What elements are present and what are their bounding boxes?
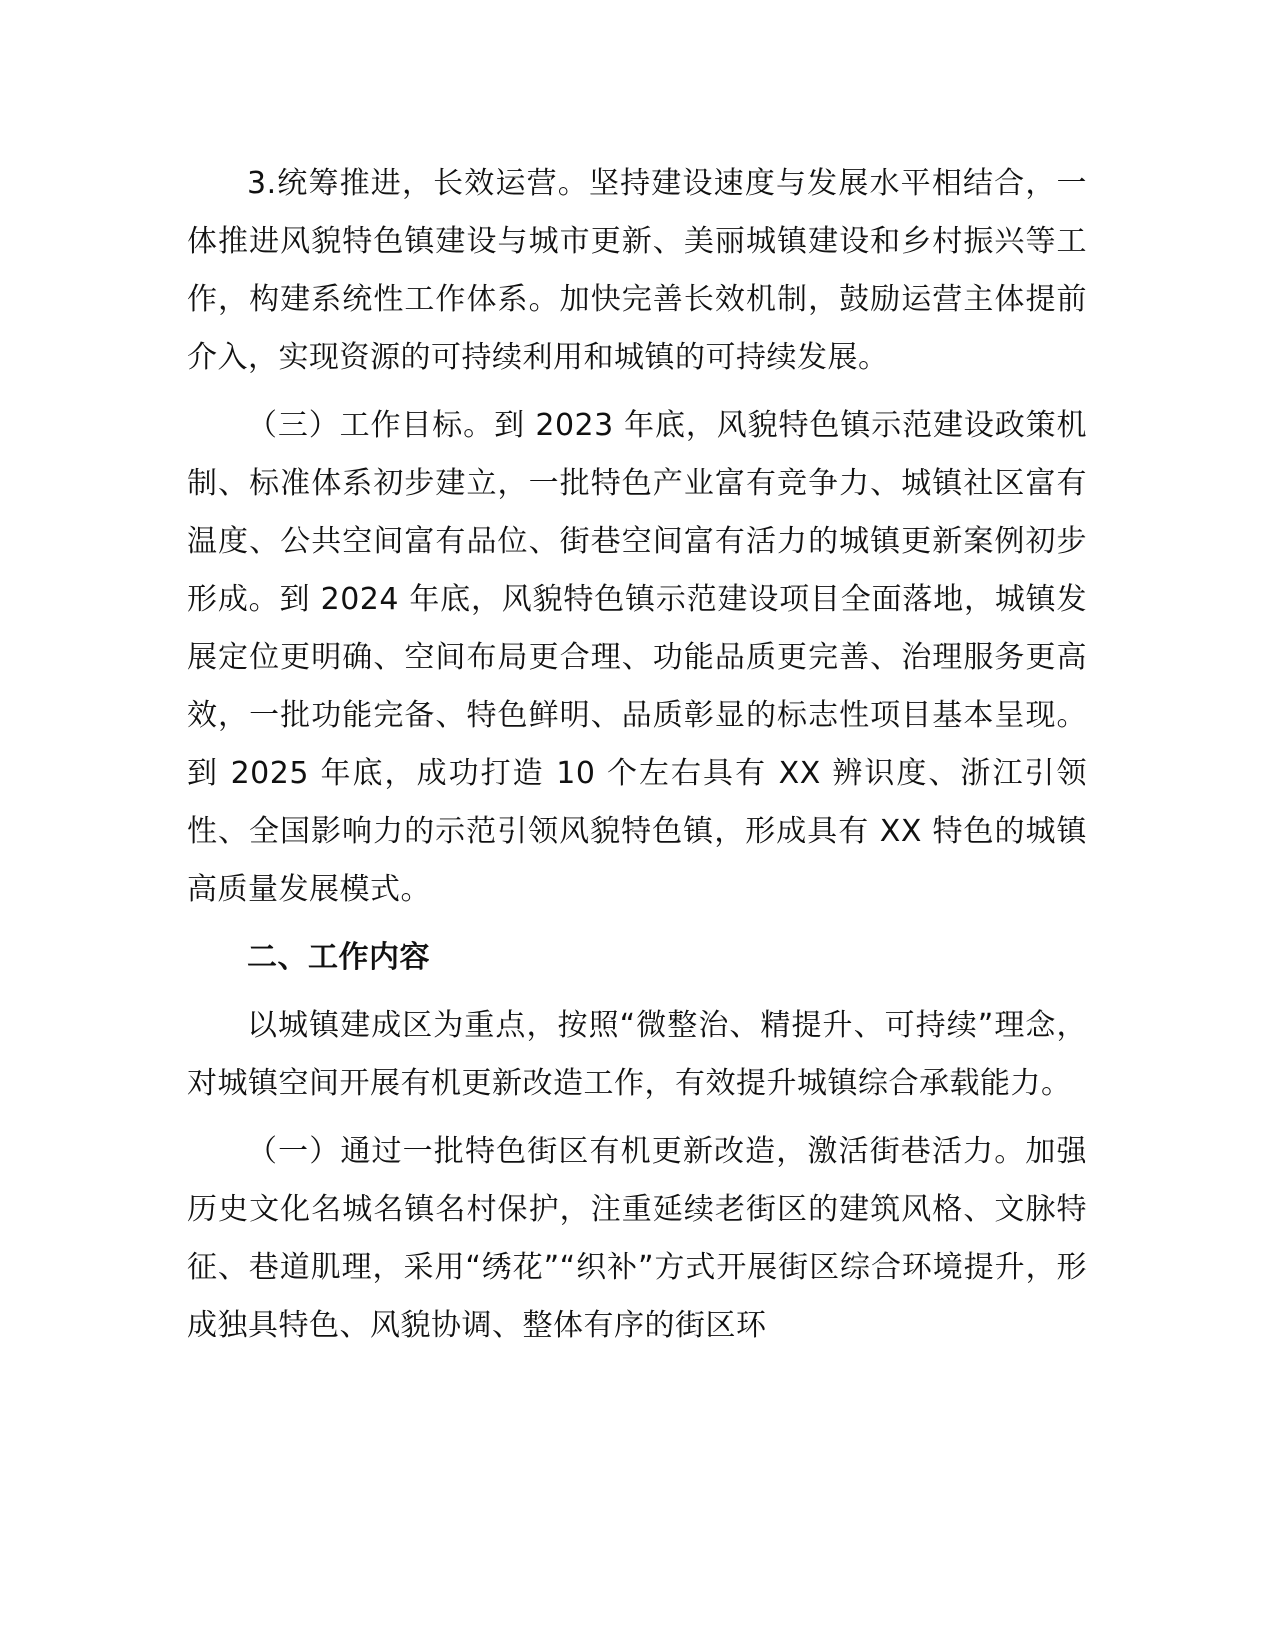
paragraph-street-renewal: （一）通过一批特色街区有机更新改造，激活街巷活力。加强历史文化名城名镇名村保护，注重延续老街区的建筑风格、文脉特征、巷道肌理，采用“绣花”“织补”方式开展街区综合环境提升，形成独具特色、风貌协调、整体有序的街区环 [187, 1134, 1087, 1343]
paragraph-operation-principle: 3.统筹推进，长效运营。坚持建设速度与发展水平相结合，一体推进风貌特色镇建设与城市更新、美丽城镇建设和乡村振兴等工作，构建系统性工作体系。加快完善长效机制，鼓励运营主体提前介入，实现资源的可持续利用和城镇的可持续发展。 [187, 166, 1087, 375]
paragraph-work-content-intro: 以城镇建成区为重点，按照“微整治、精提升、可持续”理念，对城镇空间开展有机更新改造工作，有效提升城镇综合承载能力。 [187, 1008, 1087, 1101]
paragraph-work-goals: （三）工作目标。到 2023 年底，风貌特色镇示范建设政策机制、标准体系初步建立，一批特色产业富有竞争力、城镇社区富有温度、公共空间富有品位、街巷空间富有活力的城镇更新案例初步形成。到 2024 年底，风貌特色镇示范建设项目全面落地，城镇发展定位更明确、空间布局更合理、功能品质更完善、治理服务更高效，一批功能完备、特色鲜明、品质彰显的标志性项目基本呈现。到 2025 年底，成功打造 10 个左右具有 XX 辨识度、浙江引领性、全国影响力的示范引领风貌特色镇，形成具有 XX 特色的城镇高质量发展模式。 [187, 408, 1087, 907]
section-heading-work-content: 二、工作内容 [247, 940, 430, 975]
document-body [187, 155, 1087, 1355]
